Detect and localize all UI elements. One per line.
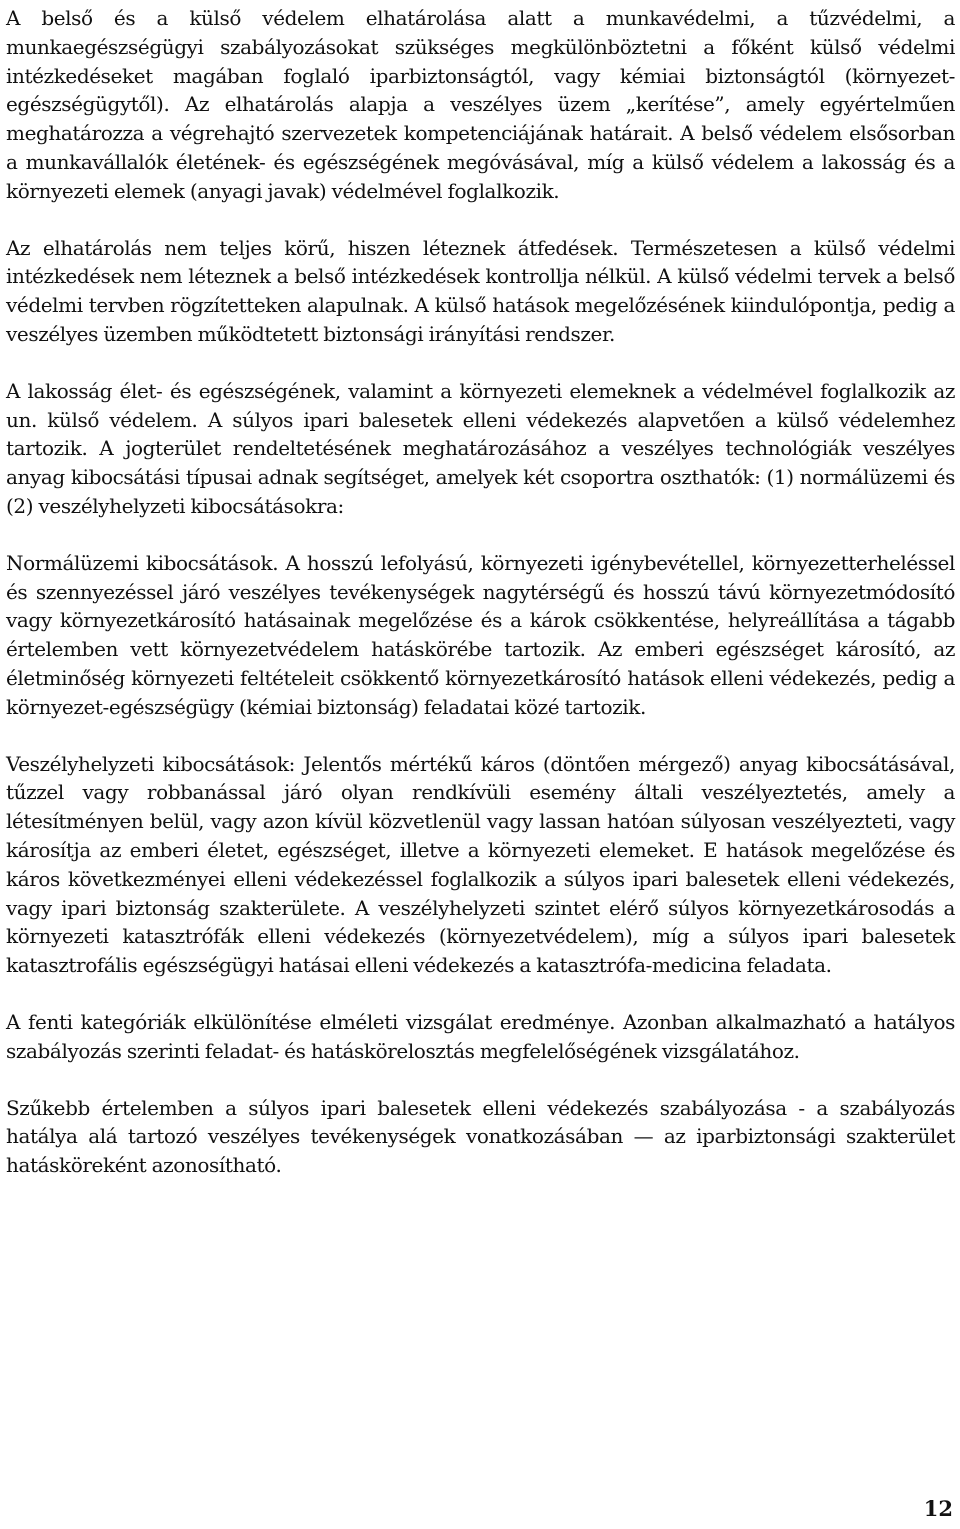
paragraph-external-protection: A lakosság élet- és egészségének, valamint a környezeti elemeknek a védelmével foglalkozik az un. külső védelem. A súlyos ipari balesetek elleni védekezés alapvetően a külső védelemhez tartozik. A jogterület rendeltetésének meghatározásához a veszélyes technológiák veszélyes anyag kibocsátási típusai adnak segítséget, amelyek két csoportra oszthatók: (1) normálüzemi és (2) veszélyhelyzeti kibocsátásokra: — [6, 378, 955, 518]
paragraph-categories: A fenti kategóriák elkülönítése elméleti vizsgálat eredménye. Azonban alkalmazható a hatályos szabályozás szerinti feladat- és hatáskörelosztás megfelelőségének vizsgálatához. — [6, 1009, 955, 1063]
paragraph-normal-emissions: Normálüzemi kibocsátások. A hosszú lefolyású, környezeti igénybevétellel, környezetterheléssel és szennyezéssel járó veszélyes tevékenységek nagytérségű és hosszú távú környezetmódosító vagy környezetkárosító hatásainak megelőzése és a károk csökkentése, helyreállítása a tágabb értelemben vett környezetvédelem hatáskörébe tartozik. Az emberi egészséget károsító, az életminőség környezeti feltételeit csökkentő környezetkárosító hatások elleni védekezés, pedig a környezet-egészségügy (kémiai biztonság) feladatai közé tartozik. — [6, 550, 955, 719]
document-body — [6, 4, 955, 1208]
paragraph-narrow-sense: Szűkebb értelemben a súlyos ipari balesetek elleni védekezés szabályozása - a szabályozás hatálya alá tartozó veszélyes tevékenységek vonatkozásában — az iparbiztonsági szakterület hatásköreként azonosítható. — [6, 1095, 955, 1178]
paragraph-overlaps: Az elhatárolás nem teljes körű, hiszen léteznek átfedések. Természetesen a külső védelmi intézkedések nem léteznek a belső intézkedések kontrollja nélkül. A külső védelmi tervek a belső védelmi tervben rögzítetteken alapulnak. A külső hatások megelőzésének kiindulópontja, pedig a veszélyes üzemben működtetett biztonsági irányítási rendszer. — [6, 235, 955, 346]
paragraph-internal-external-protection: A belső és a külső védelem elhatárolása alatt a munkavédelmi, a tűzvédelmi, a munkaegészségügyi szabályozásokat szükséges megkülönböztetni a főként külső védelmi intézkedéseket magában foglaló iparbiztonságtól, vagy kémiai biztonságtól (környezet-egészségügytől). Az elhatárolás alapja a veszélyes üzem „kerítése”, amely egyértelműen meghatározza a végrehajtó szervezetek kompetenciájának határait. A belső védelem elsősorban a munkavállalók életének- és egészségének megóvásával, míg a külső védelem a lakosság és a környezeti elemek (anyagi javak) védelmével foglalkozik. — [6, 6, 955, 203]
page-number: 12 — [923, 1496, 953, 1521]
paragraph-emergency-emissions: Veszélyhelyzeti kibocsátások: Jelentős mértékű káros (döntően mérgező) anyag kibocsátásával, tűzzel vagy robbanással járó olyan rendkívüli esemény általi veszélyeztetés, amely a létesítményen belül, vagy azon kívül közvetlenül vagy lassan hatóan súlyosan veszélyezteti, vagy károsítja az emberi életet, egészséget, illetve a környezeti elemeket. E hatások megelőzése és káros következményei elleni védekezéssel foglalkozik a súlyos ipari balesetek elleni védekezés, vagy ipari biztonság szakterülete. A veszélyhelyzeti szintet elérő súlyos környezetkárosodás a környezeti katasztrófák elleni védekezés (környezetvédelem), míg a súlyos ipari balesetek katasztrofális egészségügyi hatásai elleni védekezés a katasztrófa-medicina feladata. — [6, 751, 955, 978]
